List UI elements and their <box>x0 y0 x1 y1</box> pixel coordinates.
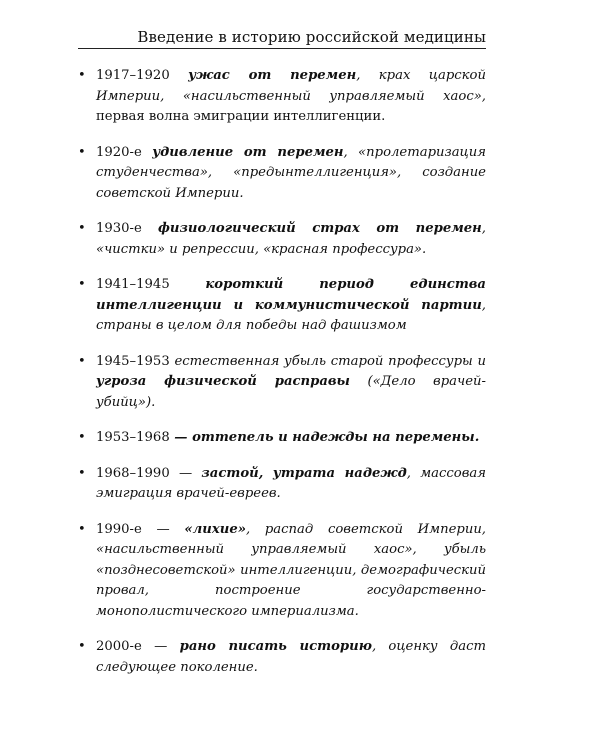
bullet-icon: • <box>78 221 86 236</box>
key-phrase: застой, утрата надежд <box>201 465 407 481</box>
running-header: Введение в историю российской медицины <box>137 28 486 46</box>
list-item <box>78 352 486 414</box>
bullet-icon: • <box>78 68 86 83</box>
bullet-icon: • <box>78 521 86 537</box>
key-phrase: короткий период единства интеллигенции и коммунистической партии <box>96 277 486 313</box>
list-item <box>78 428 486 449</box>
description: естественная убыль старой профессуры и <box>174 353 486 369</box>
bullet-icon: • <box>78 465 86 481</box>
description: , оценку даст следующее поколение. <box>96 639 486 675</box>
period: 1930-е <box>96 221 142 236</box>
header-rule <box>78 48 486 49</box>
list-item <box>78 219 486 260</box>
key-phrase: удивление от перемен <box>152 144 344 160</box>
dash: — <box>169 430 193 445</box>
description-plain: первая волна эмиграции интеллигенции. <box>96 109 386 124</box>
bullet-icon: • <box>78 277 86 292</box>
description: , «пролетаризация студенчества», «предынтеллигенция», создание советской Империи. <box>96 144 486 201</box>
description: («Дело врачей-убийц»). <box>96 374 486 410</box>
period: 1941–1945 <box>96 277 170 292</box>
period: 1953–1968 <box>96 430 170 445</box>
bullet-icon: • <box>78 639 86 654</box>
list-item <box>78 275 486 337</box>
list-item <box>78 637 486 678</box>
period: 2000-е <box>96 639 142 654</box>
key-phrase: оттепель и надежды на перемены. <box>192 430 480 445</box>
key-phrase: угроза физической расправы <box>96 374 350 389</box>
dash: — <box>141 521 185 537</box>
bullet-icon: • <box>78 144 86 160</box>
dash: — <box>141 639 180 654</box>
list-item <box>78 464 486 505</box>
description: эмиграция врачей-евреев. <box>96 486 281 501</box>
period: 1920-е <box>96 144 142 160</box>
period: 1968–1990 <box>96 465 170 481</box>
description: , страны в целом для победы над фашизмом <box>96 297 486 333</box>
description: , распад советской Империи, «насильственный управляемый хаос», убыль «позднесоветской» интеллигенции, демографический провал, построение государственно-монополистического империализма. <box>96 521 487 619</box>
bullet-list <box>78 66 486 693</box>
description: , крах царской Империи, «насильственный управляемый хаос», <box>96 68 486 104</box>
description: , «чистки» и репрессии, «красная профессура». <box>96 221 486 257</box>
bullet-icon: • <box>78 430 86 445</box>
list-item <box>78 143 486 205</box>
key-phrase: физиологический страх от перемен <box>157 221 482 236</box>
list-item <box>78 66 486 128</box>
dash: — <box>169 465 202 481</box>
description: , массовая <box>406 465 486 481</box>
key-phrase: ужас от перемен <box>188 68 357 83</box>
period: 1917–1920 <box>96 68 170 83</box>
period: 1945–1953 <box>96 353 170 369</box>
bullet-icon: • <box>78 353 86 369</box>
list-item <box>78 520 486 623</box>
period: 1990-е <box>96 521 142 537</box>
key-phrase: рано писать историю <box>179 639 372 654</box>
key-phrase: «лихие» <box>184 521 246 537</box>
